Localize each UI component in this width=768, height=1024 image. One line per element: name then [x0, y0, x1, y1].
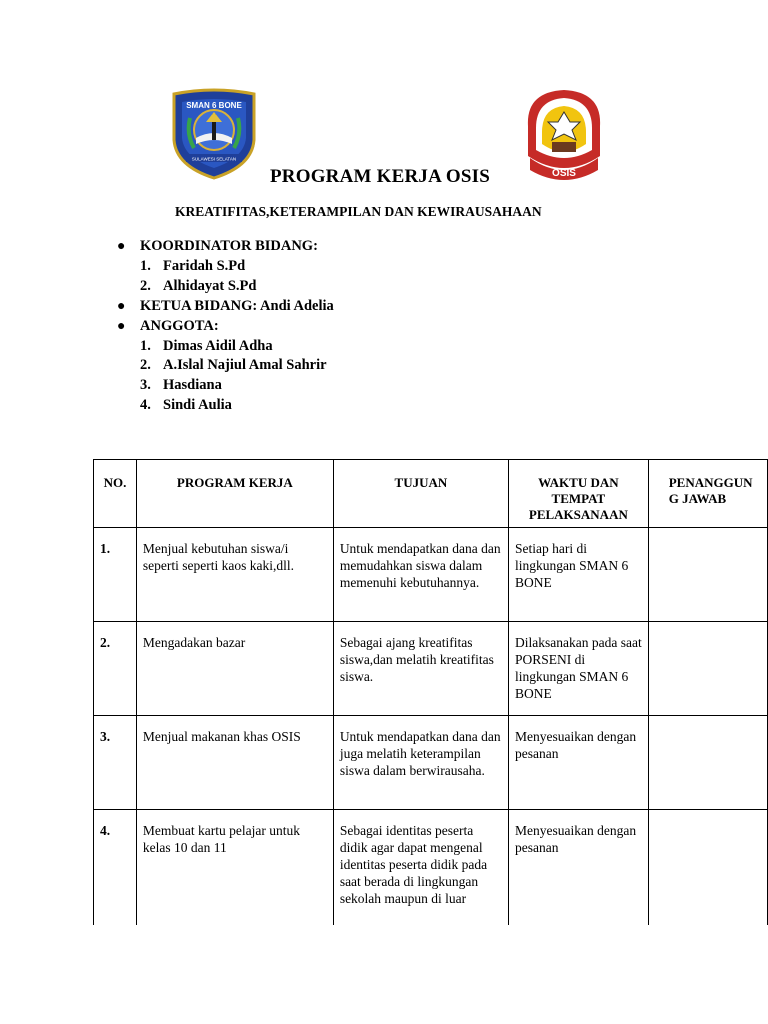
cell-no: 1.: [94, 528, 137, 622]
cell-waktu: Dilaksanakan pada saat PORSENI di lingkungan SMAN 6 BONE: [509, 622, 649, 716]
list-number: 3.: [140, 377, 151, 393]
bullet-icon: ●: [117, 319, 126, 334]
anggota-item: Hasdiana: [163, 377, 222, 393]
cell-tujuan: Sebagai ajang kreatifitas siswa,dan melatih kreatifitas siswa.: [333, 622, 508, 716]
cell-program: Membuat kartu pelajar untuk kelas 10 dan 11: [136, 810, 333, 925]
cell-tujuan: Untuk mendapatkan dana dan juga melatih keterampilan siswa dalam berwirausaha.: [333, 716, 508, 810]
koordinator-item: Alhidayat S.Pd: [163, 278, 257, 294]
koordinator-item: Faridah S.Pd: [163, 258, 246, 274]
table-row: [94, 716, 768, 810]
cell-waktu: Setiap hari di lingkungan SMAN 6 BONE: [509, 528, 649, 622]
anggota-item: Sindi Aulia: [163, 397, 232, 413]
cell-pj: [648, 622, 767, 716]
cell-pj: [648, 716, 767, 810]
cell-program: Menjual kebutuhan siswa/i seperti seperti kaos kaki,dll.: [136, 528, 333, 622]
logo-right-text: OSIS: [552, 168, 576, 179]
header-program: PROGRAM KERJA: [136, 460, 333, 528]
sman-6-bone-logo: [166, 88, 262, 180]
cell-tujuan: Untuk mendapatkan dana dan memudahkan siswa dalam memenuhi kebutuhannya.: [333, 528, 508, 622]
ketua-label: KETUA BIDANG: Andi Adelia: [140, 298, 334, 314]
cell-pj: [648, 810, 767, 925]
list-number: 4.: [140, 397, 151, 413]
cell-program: Mengadakan bazar: [136, 622, 333, 716]
header-waktu: WAKTU DAN TEMPAT PELAKSANAAN: [509, 460, 649, 528]
cell-pj: [648, 528, 767, 622]
list-number: 1.: [140, 258, 151, 274]
anggota-item: Dimas Aidil Adha: [163, 338, 273, 354]
cell-program: Menjual makanan khas OSIS: [136, 716, 333, 810]
cell-tujuan: Sebagai identitas peserta didik agar dapat mengenal identitas peserta didik pada saat berada di lingkungan sekolah maupun di luar: [333, 810, 508, 925]
table-row: [94, 810, 768, 925]
list-number: 2.: [140, 357, 151, 373]
logo-left-bottom-text: SULAWESI SELATAN: [191, 156, 237, 162]
bullet-icon: ●: [117, 299, 126, 314]
page-subtitle: KREATIFITAS,KETERAMPILAN DAN KEWIRAUSAHAAN: [175, 204, 542, 219]
bullet-icon: ●: [117, 239, 126, 254]
logo-left-top-text: SMAN 6 BONE: [186, 101, 242, 110]
list-number: 2.: [140, 278, 151, 294]
header-tujuan: TUJUAN: [333, 460, 508, 528]
table-row: [94, 622, 768, 716]
header-penanggung-jawab: PENANGGUNG JAWAB: [648, 460, 767, 528]
anggota-item: A.Islal Najiul Amal Sahrir: [163, 357, 327, 373]
list-number: 1.: [140, 338, 151, 354]
anggota-label: ANGGOTA:: [140, 318, 219, 334]
cell-no: 2.: [94, 622, 137, 716]
header-no: NO.: [94, 460, 137, 528]
table-header-row: [94, 460, 768, 528]
page-title: PROGRAM KERJA OSIS: [270, 166, 491, 187]
program-table: [93, 459, 768, 925]
cell-waktu: Menyesuaikan dengan pesanan: [509, 716, 649, 810]
osis-logo: [522, 86, 606, 190]
koordinator-label: KOORDINATOR BIDANG:: [140, 238, 318, 254]
table-row: [94, 528, 768, 622]
cell-no: 4.: [94, 810, 137, 925]
cell-no: 3.: [94, 716, 137, 810]
cell-waktu: Menyesuaikan dengan pesanan: [509, 810, 649, 925]
